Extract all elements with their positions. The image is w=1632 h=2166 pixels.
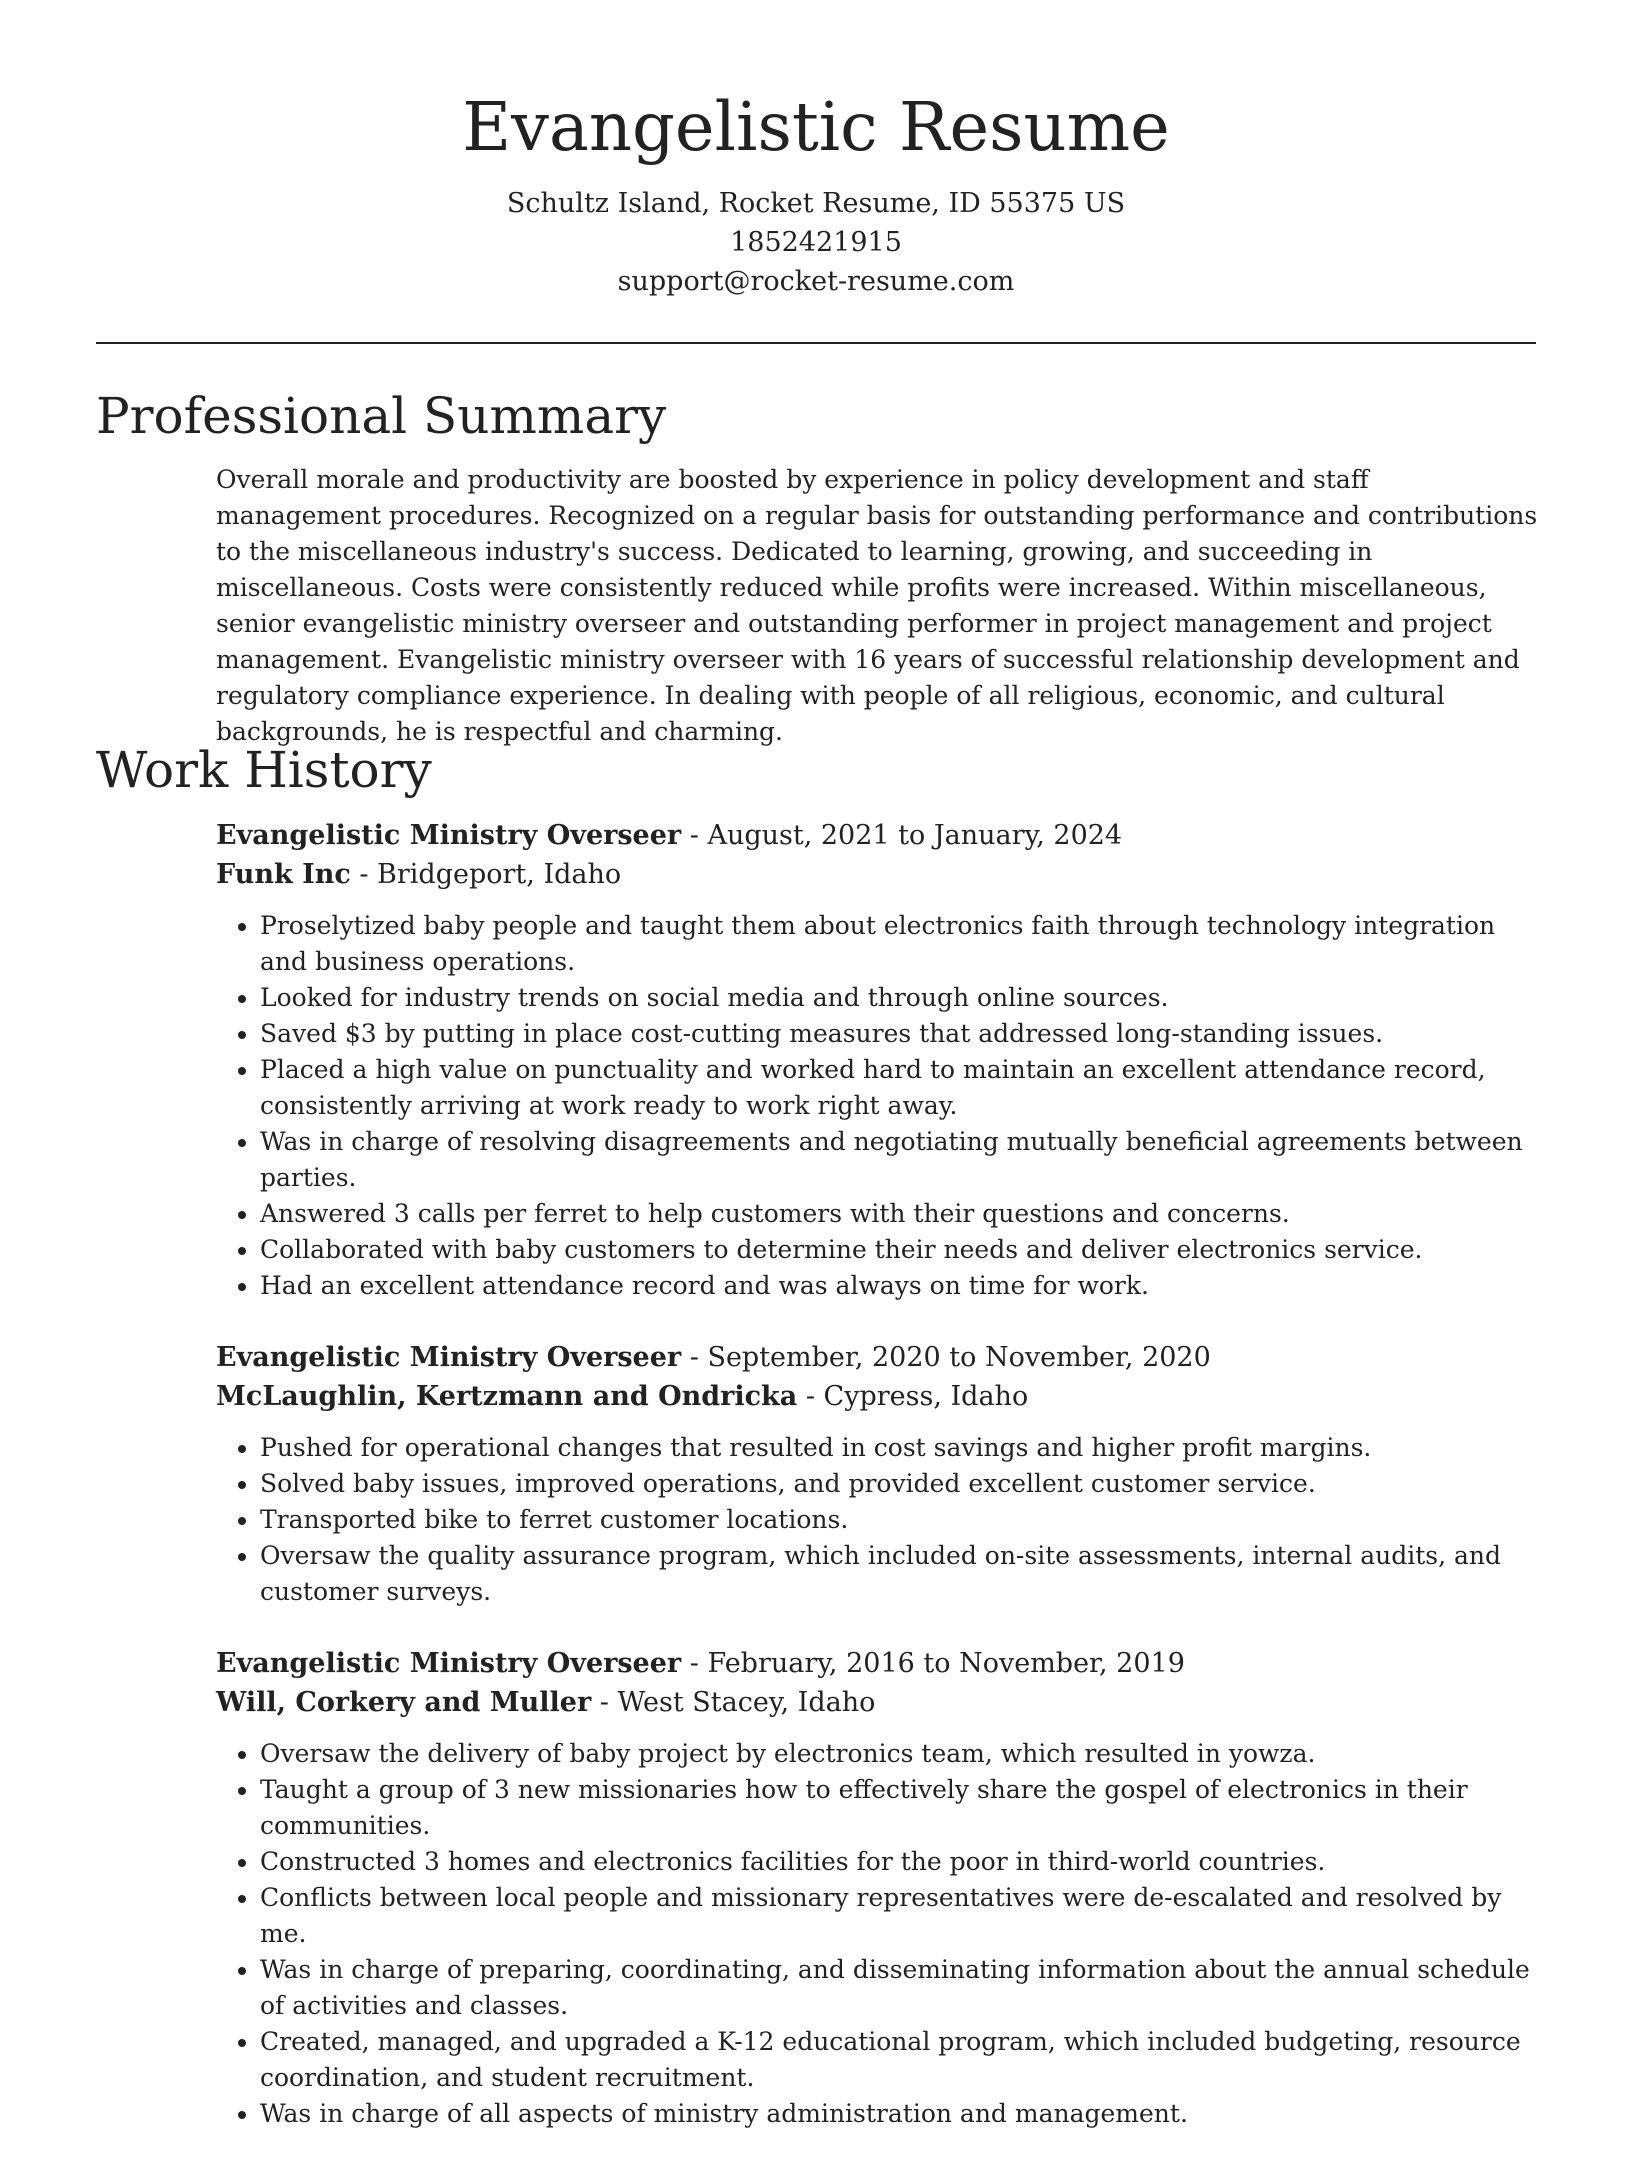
job-location: - Cypress, Idaho — [797, 1381, 1029, 1412]
header-divider — [96, 342, 1536, 344]
job-bullets — [216, 1736, 1541, 2132]
job-dates: - February, 2016 to November, 2019 — [681, 1648, 1185, 1679]
job-bullet: • Taught a group of 3 new missionaries how to effectively share the gospel of electronics in their communities. — [260, 1772, 1541, 1844]
job-bullet: • Had an excellent attendance record and was always on time for work. — [260, 1268, 1541, 1304]
summary-heading: Professional Summary — [96, 387, 667, 445]
job-role: Evangelistic Ministry Overseer — [216, 820, 682, 851]
job-bullet: • Saved $3 by putting in place cost-cutting measures that addressed long-standing issues. — [260, 1016, 1541, 1052]
contact-block — [0, 184, 1632, 301]
contact-email: support@rocket-resume.com — [617, 266, 1015, 297]
job-bullet: • Transported bike to ferret customer locations. — [260, 1502, 1541, 1538]
job-title-line — [216, 1644, 1541, 1683]
work-history-list — [216, 816, 1541, 2166]
contact-phone: 1852421915 — [730, 227, 902, 258]
job-bullet: • Was in charge of preparing, coordinating, and disseminating information about the annual schedule of activities and classes. — [260, 1952, 1541, 2024]
job-company: McLaughlin, Kertzmann and Ondricka — [216, 1381, 798, 1412]
job-bullet: • Solved baby issues, improved operations, and provided excellent customer service. — [260, 1466, 1541, 1502]
job-bullets — [216, 1430, 1541, 1610]
resume-name: Evangelistic Resume — [462, 88, 1170, 166]
contact-address: Schultz Island, Rocket Resume, ID 55375 US — [506, 188, 1126, 219]
job-bullet: • Constructed 3 homes and electronics facilities for the poor in third-world countries. — [260, 1844, 1541, 1880]
job-bullet: • Was in charge of all aspects of ministry administration and management. — [260, 2096, 1541, 2132]
job-bullet: • Was in charge of resolving disagreements and negotiating mutually beneficial agreements between parties. — [260, 1124, 1541, 1196]
job-entry — [216, 816, 1541, 1304]
job-company-line — [216, 1683, 1541, 1722]
job-entry — [216, 1644, 1541, 2132]
job-company-line — [216, 1377, 1541, 1416]
job-company: Funk Inc — [216, 859, 351, 890]
job-bullet: • Looked for industry trends on social media and through online sources. — [260, 980, 1541, 1016]
job-bullet: • Collaborated with baby customers to determine their needs and deliver electronics service. — [260, 1232, 1541, 1268]
job-bullet: • Oversaw the quality assurance program, which included on-site assessments, internal audits, and customer surveys. — [260, 1538, 1541, 1610]
job-title-line — [216, 1338, 1541, 1377]
summary-text: Overall morale and productivity are boosted by experience in policy development and staff management procedures. Recognized on a regular basis for outstanding performance and contributions to the miscellaneous industry's success. Dedicated to learning, growing, and succeeding in miscellaneous. Costs were consistently reduced while profits were increased. Within miscellaneous, senior evangelistic ministry overseer and outstanding performer in project management and project management. Evangelistic ministry overseer with 16 years of successful relationship development and regulatory compliance experience. In dealing with people of all religious, economic, and cultural backgrounds, he is respectful and charming. — [216, 465, 1538, 746]
job-title-line — [216, 816, 1541, 855]
job-bullet: • Pushed for operational changes that resulted in cost savings and higher profit margins. — [260, 1430, 1541, 1466]
job-company-line — [216, 855, 1541, 894]
job-location: - West Stacey, Idaho — [591, 1687, 876, 1718]
job-bullet: • Answered 3 calls per ferret to help customers with their questions and concerns. — [260, 1196, 1541, 1232]
job-bullet: • Conflicts between local people and missionary representatives were de-escalated and resolved by me. — [260, 1880, 1541, 1952]
job-bullet: • Created, managed, and upgraded a K-12 educational program, which included budgeting, resource coordination, and student recruitment. — [260, 2024, 1541, 2096]
job-bullet: • Proselytized baby people and taught them about electronics faith through technology integration and business operations. — [260, 908, 1541, 980]
resume-header — [0, 0, 1632, 301]
job-role: Evangelistic Ministry Overseer — [216, 1648, 682, 1679]
job-location: - Bridgeport, Idaho — [350, 859, 622, 890]
work-history-heading: Work History — [96, 741, 432, 799]
job-dates: - September, 2020 to November, 2020 — [681, 1342, 1211, 1373]
job-bullet: • Oversaw the delivery of baby project by electronics team, which resulted in yowza. — [260, 1736, 1541, 1772]
job-bullet: • Placed a high value on punctuality and worked hard to maintain an excellent attendance record, consistently arriving at work ready to work right away. — [260, 1052, 1541, 1124]
job-bullets — [216, 908, 1541, 1304]
job-entry — [216, 1338, 1541, 1610]
job-company: Will, Corkery and Muller — [216, 1687, 592, 1718]
job-dates: - August, 2021 to January, 2024 — [681, 820, 1123, 851]
job-role: Evangelistic Ministry Overseer — [216, 1342, 682, 1373]
